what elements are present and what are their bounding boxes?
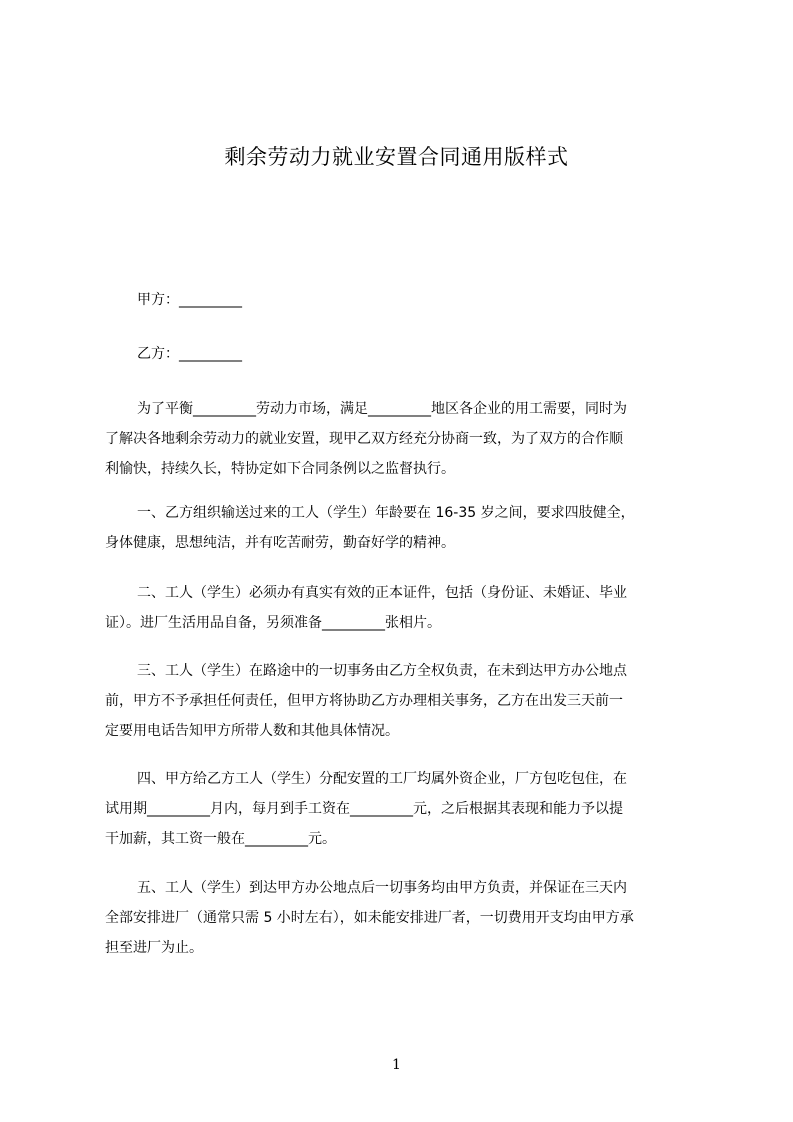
clause-4-paragraph [105,764,705,854]
clause-line: 四、甲方给乙方工人（学生）分配安置的工厂均属外资企业，厂方包吃包住，在 [137,771,627,787]
clause-line: 二、工人（学生）必须办有真实有效的正本证件，包括（身份证、未婚证、毕业 [137,585,627,601]
clause-line: 前，甲方不予承担任何责任，但甲方将协助乙方办理相关事务，乙方在出发三天前一 [105,693,623,709]
clause-line: 一、乙方组织输送过来的工人（学生）年龄要在 16-35 岁之间，要求四肢健全， [137,505,635,521]
intro-paragraph [105,394,705,484]
page-number: 1 [392,1057,401,1073]
clause-1-paragraph [105,498,705,558]
clause-line: 担至进厂为止。 [105,940,203,956]
clause-line: 身体健康，思想纯洁，并有吃苦耐劳，勤奋好学的精神。 [105,535,455,551]
clause-line: 试用期_________月内，每月到手工资在_________元，之后根据其表现和能力予以提 [105,801,623,817]
clause-5-paragraph [105,873,705,963]
clause-line: 定要用电话告知甲方所带人数和其他具体情况。 [105,723,399,739]
intro-line: 利愉快，持续久长，特协定如下合同条例以之监督执行。 [105,461,455,477]
party-b-line: 乙方：_________ [137,346,242,362]
page-title: 剩余劳动力就业安置合同通用版样式 [224,145,569,169]
clause-line: 全部安排进厂（通常只需 5 小时左右），如未能安排进厂者，一切费用开支均由甲方承 [105,910,634,926]
clause-line: 证）。进厂生活用品自备，另须准备_________张相片。 [105,615,441,631]
clause-line: 干加薪，其工资一般在_________元。 [105,831,336,847]
clause-3-paragraph [105,656,705,746]
clause-line: 五、工人（学生）到达甲方办公地点后一切事务均由甲方负责，并保证在三天内 [137,880,627,896]
intro-line: 了解决各地剩余劳动力的就业安置，现甲乙双方经充分协商一致，为了双方的合作顺 [105,431,623,447]
party-a-line: 甲方：_________ [137,292,242,308]
clause-line: 三、工人（学生）在路途中的一切事务由乙方全权负责，在未到达甲方办公地点 [137,663,627,679]
clause-2-paragraph [105,578,705,638]
intro-line: 为了平衡_________劳动力市场，满足_________地区各企业的用工需要，同时为 [137,401,627,417]
